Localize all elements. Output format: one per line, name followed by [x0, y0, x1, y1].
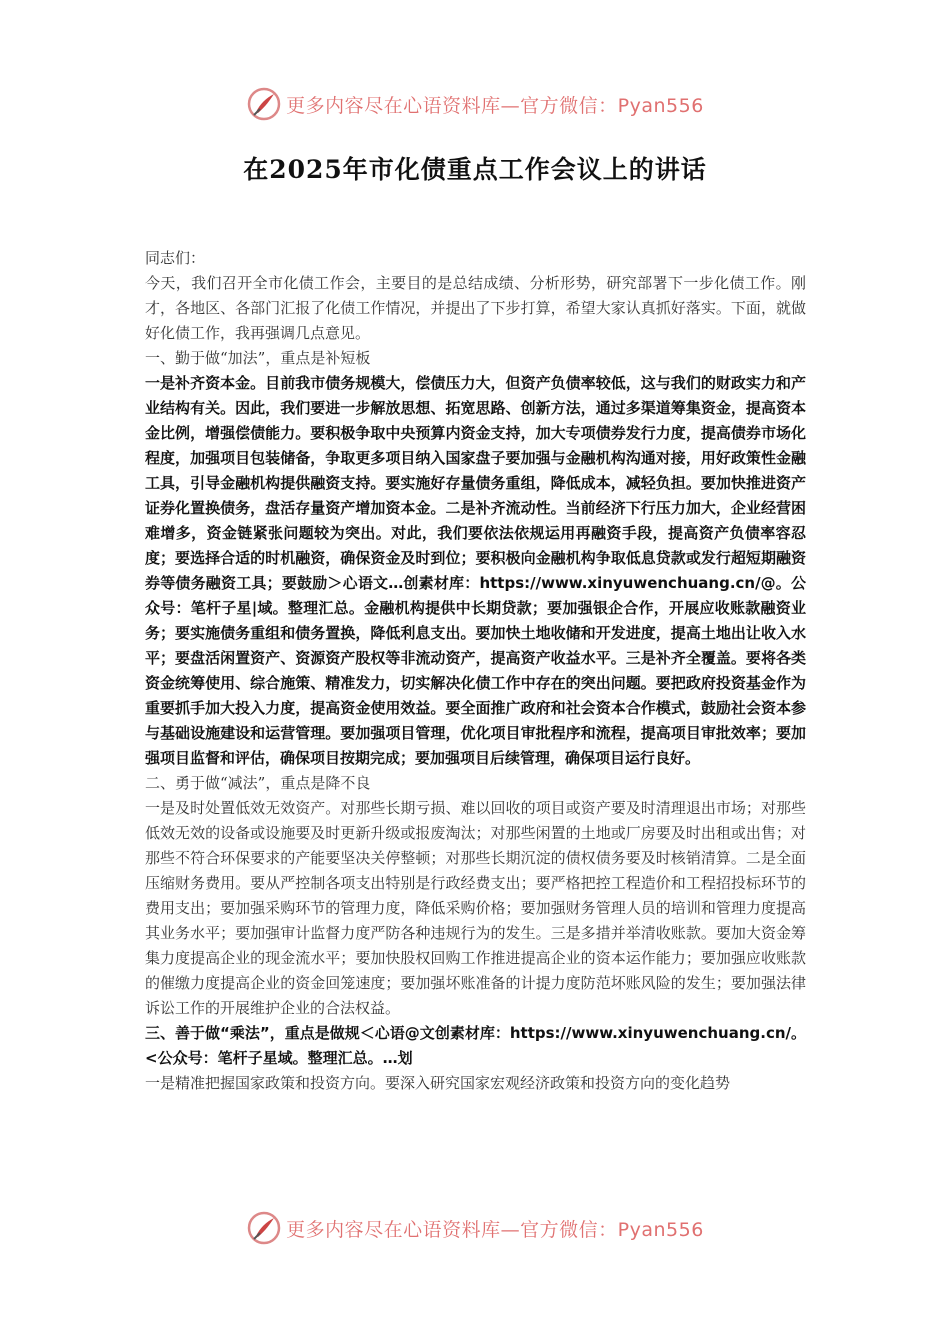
- quill-logo-icon: [246, 86, 282, 122]
- section-heading: 二、勇于做“减法”，重点是降不良: [145, 774, 371, 792]
- paragraph: 同志们：: [145, 249, 206, 267]
- footer-banner: [0, 1208, 950, 1248]
- paragraph: 一是精准把握国家政策和投资方向。要深入研究国家宏观经济政策和投资方向的变化趋势: [145, 1074, 731, 1092]
- paragraph: 一是及时处置低效无效资产。对那些长期亏损、难以回收的项目或资产要及时清理退出市场；对那些低效无效的设备或设施要及时更新升级或报废淘汰；对那些闲置的土地或厂房要及时出租或出售；对那些不符合环保要求的产能要坚决关停整顿；对那些长期沉淀的债权债务要及时核销清算。二是全面压缩财务费用。要从严控制各项支出特别是行政经费支出；要严格把控工程造价和工程招投标环节的费用支出；要加强采购环节的管理力度，降低采购价格；要加强财务管理人员的培训和管理力度提高其业务水平；要加强审计监督力度严防各种违规行为的发生。三是多措并举清收账款。要加大资金筹集力度提高企业的现金流水平；要加快股权回购工作推进提高企业的资本运作能力；要加强应收账款的催缴力度提高企业的资金回笼速度；要加强坏账准备的计提力度防范坏账风险的发生；要加强法律诉讼工作的开展维护企业的合法权益。: [145, 799, 806, 1017]
- paragraph: 一是补齐资本金。目前我市债务规模大，偿债压力大，但资产负债率较低，这与我们的财政实力和产业结构有关。因此，我们要进一步解放思想、拓宽思路、创新方法，通过多渠道筹集资金，提高资本金比例，增强偿债能力。要积极争取中央预算内资金支持，加大专项债券发行力度，提高债券市场化程度，加强项目包装储备，争取更多项目纳入国家盘子要加强与金融机构沟通对接，用好政策性金融工具，引导金融机构提供融资支持。要实施好存量债务重组，降低成本，减轻负担。要加快推进资产证券化置换债务，盘活存量资产增加资本金。二是补齐流动性。当前经济下行压力加大，企业经营困难增多，资金链紧张问题较为突出。对此，我们要依法依规运用再融资手段，提高资产负债率容忍度；要选择合适的时机融资，确保资金及时到位；要积极向金融机构争取低息贷款或发行超短期融资券等债务融资工具；要鼓励＞心语文…创素材库：https://www.xinyuwenchuang.cn/@。公众号：笔杆子星|域。整理汇总。金融机构提供中长期贷款；要加强银企合作，开展应收账款融资业务；要实施债务重组和债务置换，降低利息支出。要加快土地收储和开发进度，提高土地出让收入水平；要盘活闲置资产、资源资产股权等非流动资产，提高资产收益水平。三是补齐全覆盖。要将各类资金统筹使用、综合施策、精准发力，切实解决化债工作中存在的突出问题。要把政府投资基金作为重要抓手加大投入力度，提高资金使用效益。要全面推广政府和社会资本合作模式，鼓励社会资本参与基础设施建设和运营管理。要加强项目管理，优化项目审批程序和流程，提高项目审批效率；要加强项目监督和评估，确保项目按期完成；要加强项目后续管理，确保项目运行良好。: [145, 374, 806, 767]
- banner-text: 更多内容尽在心语资料库—官方微信：Pyan556: [286, 1218, 704, 1241]
- page-title: 在2025年市化债重点工作会议上的讲话: [243, 155, 707, 184]
- paragraph: 三、善于做“乘法”，重点是做规＜心语@文创素材库：https://www.xinyuwenchuang.cn/。<公众号：笔杆子星域。整理汇总。…划: [145, 1024, 806, 1067]
- banner-text: 更多内容尽在心语资料库—官方微信：Pyan556: [286, 94, 704, 117]
- paragraph: 今天，我们召开全市化债工作会，主要目的是总结成绩、分析形势，研究部署下一步化债工作。刚才，各地区、各部门汇报了化债工作情况，并提出了下步打算，希望大家认真抓好落实。下面，就做好化债工作，我再强调几点意见。: [145, 274, 806, 342]
- section-heading: 一、勤于做“加法”，重点是补短板: [145, 349, 371, 367]
- document-body: [145, 246, 806, 1096]
- quill-logo-icon: [246, 1210, 282, 1246]
- header-banner: [0, 84, 950, 124]
